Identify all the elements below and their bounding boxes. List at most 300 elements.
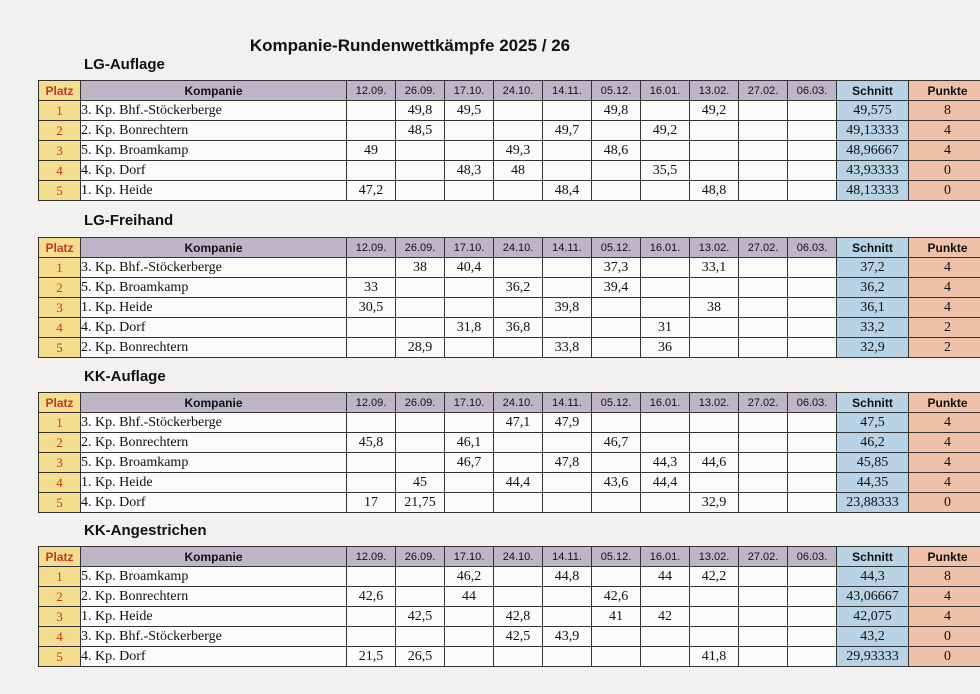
kompanie-cell: 4. Kp. Dorf: [81, 493, 347, 513]
header-date: 06.03.: [788, 81, 837, 101]
score-cell: [494, 258, 543, 278]
punkte-cell: 4: [909, 278, 980, 298]
score-cell: [788, 101, 837, 121]
score-cell: [347, 121, 396, 141]
score-cell: [739, 298, 788, 318]
platz-cell: 3: [39, 141, 81, 161]
score-cell: [641, 298, 690, 318]
score-cell: 49,8: [396, 101, 445, 121]
score-cell: [543, 101, 592, 121]
header-date: 12.09.: [347, 238, 396, 258]
score-cell: [592, 627, 641, 647]
header-kompanie: Kompanie: [81, 81, 347, 101]
score-cell: [641, 141, 690, 161]
header-date: 05.12.: [592, 547, 641, 567]
schnitt-cell: 45,85: [837, 453, 909, 473]
score-cell: [445, 473, 494, 493]
score-cell: 46,7: [445, 453, 494, 473]
table-row: [39, 647, 980, 667]
score-cell: [739, 338, 788, 358]
header-punkte: Punkte: [909, 81, 980, 101]
score-cell: [543, 493, 592, 513]
kompanie-cell: 3. Kp. Bhf.-Stöckerberge: [81, 101, 347, 121]
header-date: 24.10.: [494, 238, 543, 258]
score-cell: 38: [396, 258, 445, 278]
score-cell: [739, 647, 788, 667]
table-row: [39, 413, 980, 433]
punkte-cell: 4: [909, 298, 980, 318]
header-date: 17.10.: [445, 238, 494, 258]
punkte-cell: 8: [909, 101, 980, 121]
header-date: 26.09.: [396, 547, 445, 567]
score-cell: [396, 413, 445, 433]
schnitt-cell: 47,5: [837, 413, 909, 433]
header-date: 17.10.: [445, 393, 494, 413]
kompanie-cell: 3. Kp. Bhf.-Stöckerberge: [81, 627, 347, 647]
score-cell: 48,4: [543, 181, 592, 201]
score-cell: [347, 318, 396, 338]
score-cell: [543, 433, 592, 453]
score-cell: [592, 181, 641, 201]
punkte-cell: 4: [909, 453, 980, 473]
platz-cell: 2: [39, 121, 81, 141]
score-cell: [494, 493, 543, 513]
kompanie-cell: 4. Kp. Dorf: [81, 161, 347, 181]
score-cell: [788, 318, 837, 338]
header-date: 27.02.: [739, 547, 788, 567]
schnitt-cell: 49,13333: [837, 121, 909, 141]
platz-cell: 3: [39, 453, 81, 473]
header-punkte: Punkte: [909, 238, 980, 258]
schnitt-cell: 23,88333: [837, 493, 909, 513]
score-cell: [690, 338, 739, 358]
score-cell: 46,1: [445, 433, 494, 453]
header-date: 17.10.: [445, 81, 494, 101]
punkte-cell: 8: [909, 567, 980, 587]
score-cell: [788, 278, 837, 298]
header-schnitt: Schnitt: [837, 547, 909, 567]
kompanie-cell: 5. Kp. Broamkamp: [81, 453, 347, 473]
header-date: 05.12.: [592, 238, 641, 258]
score-cell: 44,8: [543, 567, 592, 587]
score-cell: [690, 627, 739, 647]
platz-cell: 1: [39, 258, 81, 278]
kompanie-cell: 5. Kp. Broamkamp: [81, 567, 347, 587]
score-cell: 44: [445, 587, 494, 607]
platz-cell: 4: [39, 473, 81, 493]
score-cell: 42,5: [494, 627, 543, 647]
platz-cell: 5: [39, 647, 81, 667]
kompanie-cell: 5. Kp. Broamkamp: [81, 141, 347, 161]
score-cell: 47,1: [494, 413, 543, 433]
score-cell: [494, 433, 543, 453]
score-cell: 46,2: [445, 567, 494, 587]
schnitt-cell: 44,3: [837, 567, 909, 587]
table-row: [39, 453, 980, 473]
score-cell: [347, 627, 396, 647]
score-cell: 41: [592, 607, 641, 627]
score-cell: [788, 647, 837, 667]
score-cell: [690, 473, 739, 493]
score-cell: [396, 278, 445, 298]
platz-cell: 1: [39, 567, 81, 587]
score-cell: 49,8: [592, 101, 641, 121]
table-row: [39, 161, 980, 181]
score-cell: [494, 181, 543, 201]
score-cell: [543, 258, 592, 278]
score-cell: [641, 493, 690, 513]
score-cell: [788, 453, 837, 473]
score-cell: [739, 101, 788, 121]
score-cell: [592, 647, 641, 667]
header-platz: Platz: [39, 547, 81, 567]
score-cell: [788, 587, 837, 607]
score-cell: [788, 141, 837, 161]
table-row: [39, 318, 980, 338]
score-cell: 30,5: [347, 298, 396, 318]
score-cell: 28,9: [396, 338, 445, 358]
punkte-cell: 2: [909, 338, 980, 358]
header-date: 27.02.: [739, 393, 788, 413]
header-row: [39, 238, 980, 258]
score-cell: 31,8: [445, 318, 494, 338]
header-punkte: Punkte: [909, 393, 980, 413]
schnitt-cell: 33,2: [837, 318, 909, 338]
score-cell: 48,5: [396, 121, 445, 141]
table-row: [39, 607, 980, 627]
score-cell: 44: [641, 567, 690, 587]
schnitt-cell: 44,35: [837, 473, 909, 493]
score-cell: 39,4: [592, 278, 641, 298]
header-platz: Platz: [39, 393, 81, 413]
schnitt-cell: 36,1: [837, 298, 909, 318]
score-cell: [494, 647, 543, 667]
score-cell: 36: [641, 338, 690, 358]
header-date: 13.02.: [690, 238, 739, 258]
score-cell: [788, 433, 837, 453]
score-cell: 49: [347, 141, 396, 161]
table-row: [39, 101, 980, 121]
score-cell: 37,3: [592, 258, 641, 278]
kompanie-cell: 4. Kp. Dorf: [81, 647, 347, 667]
score-cell: [788, 298, 837, 318]
score-cell: [788, 121, 837, 141]
score-cell: [788, 607, 837, 627]
kompanie-cell: 1. Kp. Heide: [81, 607, 347, 627]
punkte-cell: 0: [909, 181, 980, 201]
score-cell: [641, 101, 690, 121]
score-cell: [396, 318, 445, 338]
header-date: 26.09.: [396, 393, 445, 413]
score-cell: [739, 607, 788, 627]
header-date: 12.09.: [347, 547, 396, 567]
score-cell: 42,8: [494, 607, 543, 627]
schnitt-cell: 43,93333: [837, 161, 909, 181]
score-cell: [543, 647, 592, 667]
score-cell: [739, 493, 788, 513]
score-cell: 21,5: [347, 647, 396, 667]
score-cell: 44,3: [641, 453, 690, 473]
score-cell: [396, 627, 445, 647]
score-cell: [739, 121, 788, 141]
header-date: 06.03.: [788, 547, 837, 567]
score-cell: [592, 298, 641, 318]
header-date: 24.10.: [494, 393, 543, 413]
punkte-cell: 4: [909, 258, 980, 278]
section-title: KK-Angestrichen: [84, 522, 207, 539]
header-date: 14.11.: [543, 238, 592, 258]
kompanie-cell: 1. Kp. Heide: [81, 473, 347, 493]
score-cell: [690, 433, 739, 453]
score-cell: [690, 121, 739, 141]
score-cell: [494, 338, 543, 358]
platz-cell: 1: [39, 413, 81, 433]
score-cell: [788, 627, 837, 647]
score-cell: 33: [347, 278, 396, 298]
punkte-cell: 0: [909, 161, 980, 181]
score-cell: 43,9: [543, 627, 592, 647]
schnitt-cell: 48,96667: [837, 141, 909, 161]
score-cell: 47,2: [347, 181, 396, 201]
score-cell: [445, 298, 494, 318]
header-date: 16.01.: [641, 393, 690, 413]
score-cell: [739, 453, 788, 473]
score-cell: [445, 141, 494, 161]
punkte-cell: 4: [909, 587, 980, 607]
score-cell: 42,2: [690, 567, 739, 587]
punkte-cell: 4: [909, 141, 980, 161]
header-kompanie: Kompanie: [81, 547, 347, 567]
kompanie-cell: 5. Kp. Broamkamp: [81, 278, 347, 298]
score-table: [38, 392, 980, 513]
table-row: [39, 587, 980, 607]
score-cell: [396, 298, 445, 318]
kompanie-cell: 2. Kp. Bonrechtern: [81, 433, 347, 453]
schnitt-cell: 32,9: [837, 338, 909, 358]
header-date: 12.09.: [347, 393, 396, 413]
header-schnitt: Schnitt: [837, 393, 909, 413]
header-date: 14.11.: [543, 393, 592, 413]
platz-cell: 5: [39, 493, 81, 513]
schnitt-cell: 46,2: [837, 433, 909, 453]
score-cell: 49,2: [690, 101, 739, 121]
header-platz: Platz: [39, 81, 81, 101]
punkte-cell: 0: [909, 493, 980, 513]
punkte-cell: 4: [909, 473, 980, 493]
schnitt-cell: 37,2: [837, 258, 909, 278]
header-date: 13.02.: [690, 393, 739, 413]
score-cell: [494, 453, 543, 473]
score-cell: 33,8: [543, 338, 592, 358]
table-row: [39, 278, 980, 298]
header-date: 26.09.: [396, 81, 445, 101]
score-cell: [788, 258, 837, 278]
header-date: 24.10.: [494, 547, 543, 567]
score-cell: [592, 567, 641, 587]
score-cell: [396, 567, 445, 587]
table-row: [39, 258, 980, 278]
punkte-cell: 4: [909, 607, 980, 627]
header-date: 12.09.: [347, 81, 396, 101]
score-cell: [445, 121, 494, 141]
score-cell: 48,6: [592, 141, 641, 161]
score-cell: [739, 258, 788, 278]
score-cell: [543, 141, 592, 161]
score-cell: 21,75: [396, 493, 445, 513]
score-cell: [494, 121, 543, 141]
score-cell: [445, 647, 494, 667]
score-cell: 32,9: [690, 493, 739, 513]
score-cell: [690, 587, 739, 607]
score-cell: [739, 587, 788, 607]
table-row: [39, 338, 980, 358]
score-cell: [739, 473, 788, 493]
score-cell: [592, 161, 641, 181]
header-date: 05.12.: [592, 393, 641, 413]
score-cell: [641, 413, 690, 433]
header-date: 13.02.: [690, 547, 739, 567]
score-cell: [347, 473, 396, 493]
score-cell: [396, 587, 445, 607]
score-cell: [788, 567, 837, 587]
score-cell: [739, 567, 788, 587]
header-row: [39, 393, 980, 413]
score-cell: 48,8: [690, 181, 739, 201]
score-cell: [543, 473, 592, 493]
score-cell: 36,8: [494, 318, 543, 338]
score-cell: [494, 567, 543, 587]
score-cell: 39,8: [543, 298, 592, 318]
header-kompanie: Kompanie: [81, 393, 347, 413]
header-date: 16.01.: [641, 547, 690, 567]
schnitt-cell: 29,93333: [837, 647, 909, 667]
schnitt-cell: 42,075: [837, 607, 909, 627]
punkte-cell: 4: [909, 413, 980, 433]
header-date: 24.10.: [494, 81, 543, 101]
score-cell: [592, 121, 641, 141]
score-cell: 38: [690, 298, 739, 318]
platz-cell: 5: [39, 181, 81, 201]
score-cell: [445, 493, 494, 513]
table-row: [39, 121, 980, 141]
score-cell: 49,2: [641, 121, 690, 141]
score-cell: [543, 278, 592, 298]
kompanie-cell: 3. Kp. Bhf.-Stöckerberge: [81, 413, 347, 433]
punkte-cell: 4: [909, 433, 980, 453]
score-cell: [543, 607, 592, 627]
platz-cell: 4: [39, 161, 81, 181]
kompanie-cell: 2. Kp. Bonrechtern: [81, 121, 347, 141]
score-cell: [690, 141, 739, 161]
score-cell: [739, 161, 788, 181]
kompanie-cell: 4. Kp. Dorf: [81, 318, 347, 338]
score-cell: [445, 181, 494, 201]
header-date: 14.11.: [543, 81, 592, 101]
platz-cell: 4: [39, 627, 81, 647]
section-title: LG-Auflage: [84, 56, 165, 73]
score-cell: [788, 338, 837, 358]
header-date: 16.01.: [641, 238, 690, 258]
score-cell: [592, 453, 641, 473]
header-schnitt: Schnitt: [837, 238, 909, 258]
header-platz: Platz: [39, 238, 81, 258]
table-row: [39, 567, 980, 587]
header-date: 06.03.: [788, 393, 837, 413]
score-table: [38, 546, 980, 667]
score-cell: [690, 607, 739, 627]
score-cell: 36,2: [494, 278, 543, 298]
table-row: [39, 298, 980, 318]
score-cell: 42,6: [592, 587, 641, 607]
kompanie-cell: 2. Kp. Bonrechtern: [81, 338, 347, 358]
score-cell: 42,6: [347, 587, 396, 607]
score-table: [38, 237, 980, 358]
score-cell: [788, 181, 837, 201]
score-cell: [690, 278, 739, 298]
score-cell: 47,9: [543, 413, 592, 433]
score-cell: [592, 318, 641, 338]
score-cell: [690, 161, 739, 181]
platz-cell: 5: [39, 338, 81, 358]
table-row: [39, 493, 980, 513]
score-cell: [543, 161, 592, 181]
score-cell: [788, 493, 837, 513]
score-cell: [739, 278, 788, 298]
header-date: 06.03.: [788, 238, 837, 258]
score-cell: [592, 493, 641, 513]
table-row: [39, 473, 980, 493]
platz-cell: 2: [39, 587, 81, 607]
score-cell: 44,4: [641, 473, 690, 493]
score-cell: [641, 587, 690, 607]
score-cell: 49,5: [445, 101, 494, 121]
score-cell: 41,8: [690, 647, 739, 667]
platz-cell: 4: [39, 318, 81, 338]
section-title: LG-Freihand: [84, 212, 174, 229]
score-cell: [788, 161, 837, 181]
score-cell: [641, 647, 690, 667]
platz-cell: 1: [39, 101, 81, 121]
header-row: [39, 547, 980, 567]
score-cell: [347, 453, 396, 473]
score-cell: [690, 413, 739, 433]
score-cell: [396, 453, 445, 473]
score-cell: [494, 587, 543, 607]
platz-cell: 2: [39, 278, 81, 298]
score-cell: [739, 413, 788, 433]
score-cell: 17: [347, 493, 396, 513]
header-date: 13.02.: [690, 81, 739, 101]
page-title: Kompanie-Rundenwettkämpfe 2025 / 26: [249, 36, 571, 55]
schnitt-cell: 43,06667: [837, 587, 909, 607]
score-cell: [347, 101, 396, 121]
score-cell: [739, 627, 788, 647]
score-cell: [641, 278, 690, 298]
score-cell: [788, 473, 837, 493]
score-cell: [347, 258, 396, 278]
score-cell: [396, 161, 445, 181]
score-cell: 47,8: [543, 453, 592, 473]
score-cell: 40,4: [445, 258, 494, 278]
kompanie-cell: 1. Kp. Heide: [81, 298, 347, 318]
score-cell: [445, 413, 494, 433]
header-date: 16.01.: [641, 81, 690, 101]
table-row: [39, 181, 980, 201]
score-cell: [641, 258, 690, 278]
header-date: 27.02.: [739, 81, 788, 101]
score-cell: [641, 181, 690, 201]
header-date: 05.12.: [592, 81, 641, 101]
